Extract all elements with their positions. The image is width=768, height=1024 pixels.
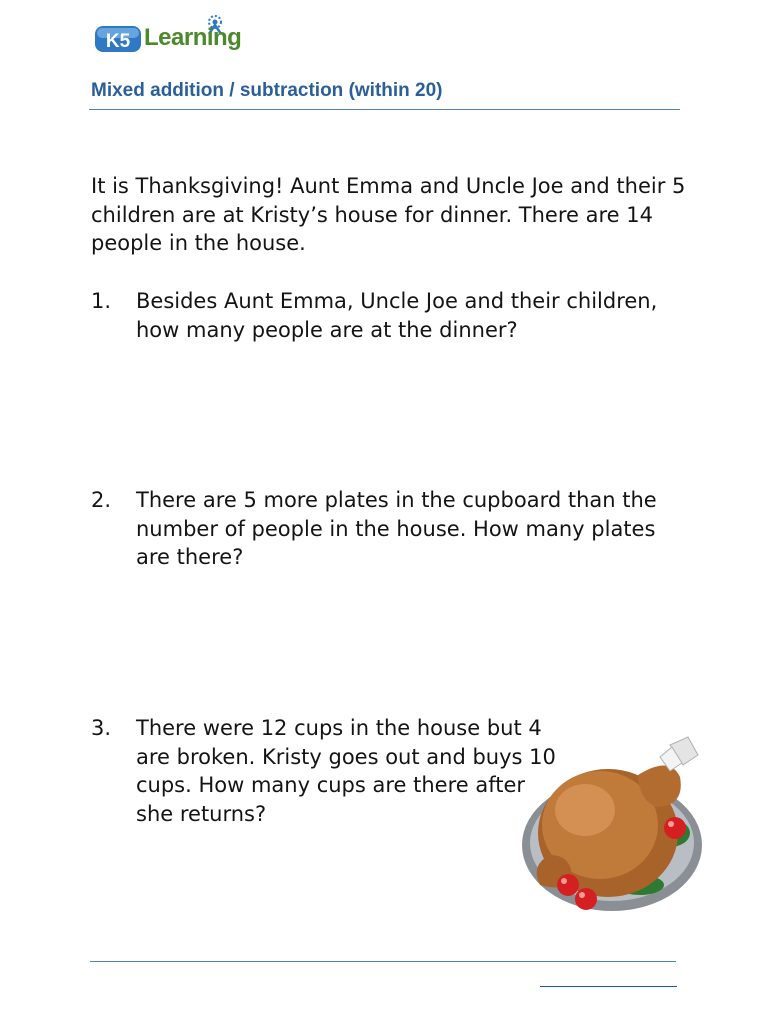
worksheet-title: Mixed addition / subtraction (within 20): [91, 80, 443, 101]
logo-text: Learning: [144, 24, 242, 51]
k5-badge-icon: [94, 24, 142, 54]
k5-learning-logo: [94, 14, 264, 60]
roast-turkey-image: [520, 715, 710, 920]
footer-link-underline[interactable]: [540, 986, 677, 987]
question-number: 1.: [91, 289, 112, 313]
title-divider: [89, 109, 680, 110]
logo-badge-text: K5: [105, 31, 131, 52]
question-number: 2.: [91, 488, 112, 512]
footer-divider: [90, 961, 676, 962]
intro-paragraph: It is Thanksgiving! Aunt Emma and Uncle Joe and their 5 children are at Kristy’s house for dinner. There are 14 people in the house.: [91, 174, 686, 255]
question-text: Besides Aunt Emma, Uncle Joe and their children, how many people are at the dinner?: [136, 289, 658, 342]
question-text: There are 5 more plates in the cupboard than the number of people in the house. How many plates are there?: [136, 488, 657, 569]
question-text: There were 12 cups in the house but 4 are broken. Kristy goes out and buys 10 cups. How many cups are there after she returns?: [136, 716, 556, 826]
question-number: 3.: [91, 716, 112, 740]
